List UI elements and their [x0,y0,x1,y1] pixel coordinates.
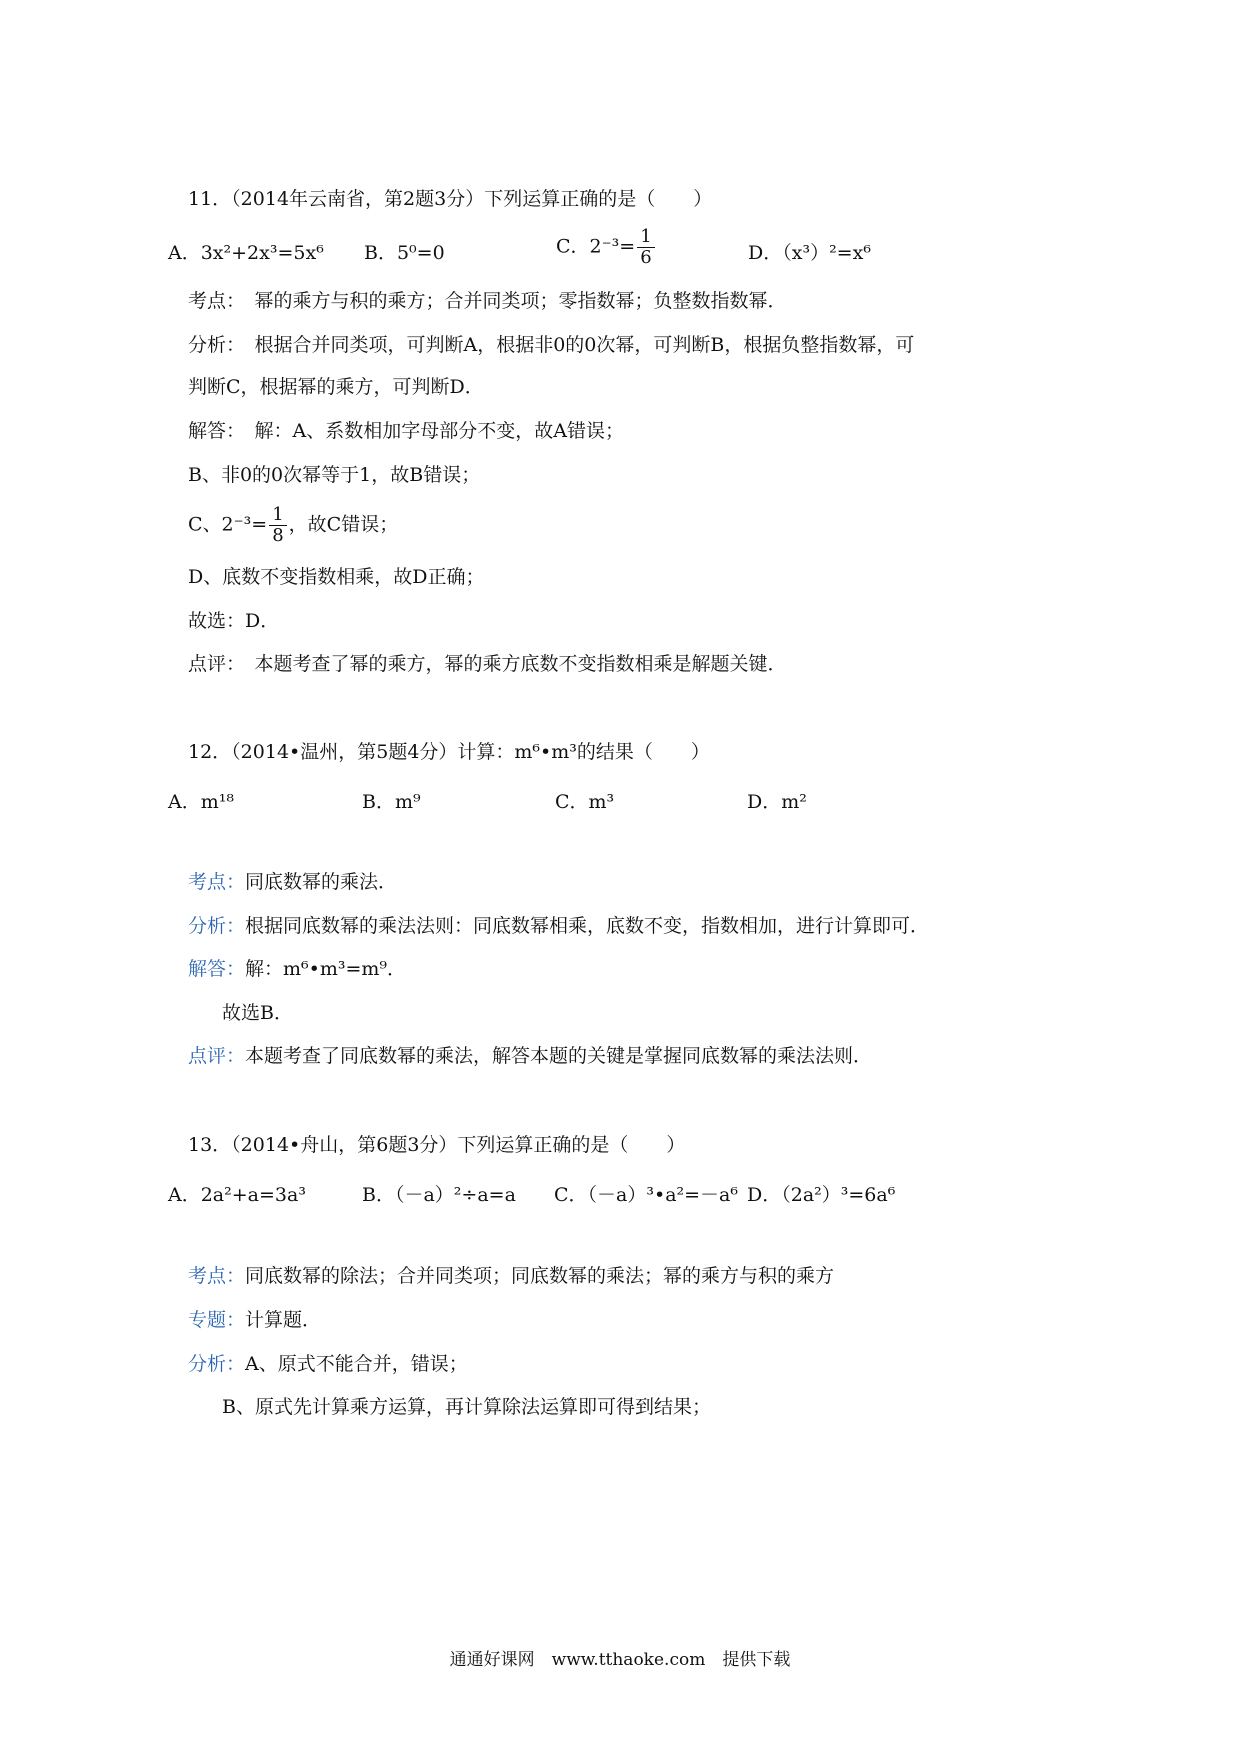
q11-option-c-numerator: 1 [637,228,654,248]
q11-jieda3-fraction [269,506,286,545]
q12-option-b: B．m⁹ [362,791,421,813]
q11-jieda-line2: B、非0的0次幂等于1，故B错误； [188,464,481,486]
q11-jieda3-suffix: ，故C错误； [288,513,399,536]
q11-option-c-prefix: C．2⁻³= [556,235,636,258]
q11-jieda3-denominator: 8 [272,525,284,546]
q12-jieda [188,960,406,979]
q13-fenxi [188,1355,468,1374]
q12-kaodian-label: 考点： [188,871,246,893]
q11-title: 11．（2014年云南省，第2题3分）下列运算正确的是（ ） [188,188,713,210]
q11-jieda-line3 [188,506,398,545]
q13-zhuanti-text: 计算题． [245,1309,322,1331]
q13-fenxi-b: B、原式先计算乘方运算，再计算除法运算即可得到结果； [222,1396,711,1418]
q13-fenxi-label: 分析： [188,1353,246,1375]
q11-jieda-line1: 解答： 解：A、系数相加字母部分不变，故A错误； [188,420,624,442]
page-footer: 通通好课网 www.tthaoke.com 提供下载 [449,1650,791,1670]
q12-option-d: D．m² [747,791,807,813]
q11-option-c-fraction [637,228,654,267]
q13-option-d: D．（2a²）³=6a⁶ [747,1184,896,1206]
q12-fenxi [188,917,929,936]
q12-dianping [188,1047,872,1066]
q13-title: 13．（2014•舟山，第6题3分）下列运算正确的是（ ） [188,1134,686,1156]
q13-zhuanti [188,1311,321,1330]
q11-jieda3-prefix: C、2⁻³= [188,513,268,536]
q11-option-a: A．3x²+2x³=5x⁶ [168,242,324,264]
q12-kaodian [188,873,397,892]
q13-option-a: A．2a²+a=3a³ [168,1184,306,1206]
q11-fenxi-line1: 分析： 根据合并同类项，可判断A，根据非0的0次幂，可判断B，根据负整指数幂，可 [188,334,915,356]
q12-jieda-label: 解答： [188,958,246,980]
q12-dianping-label: 点评： [188,1045,246,1067]
q11-option-c-denominator: 6 [640,247,652,268]
q13-kaodian-text: 同底数幂的除法；合并同类项；同底数幂的乘法；幂的乘方与积的乘方 [245,1265,835,1287]
q12-jieda-text: 解：m⁶•m³=m⁹． [245,958,407,980]
q11-dianping: 点评： 本题考查了幂的乘方，幂的乘方底数不变指数相乘是解题关键． [188,653,787,675]
q11-option-d: D．（x³）²=x⁶ [748,242,871,264]
q12-dianping-text: 本题考查了同底数幂的乘法，解答本题的关键是掌握同底数幂的乘法法则． [245,1045,873,1067]
q12-fenxi-label: 分析： [188,915,246,937]
q11-fenxi-line2: 判断C，根据幂的乘方，可判断D． [188,376,484,398]
q13-kaodian [188,1267,834,1286]
q12-kaodian-text: 同底数幂的乘法． [245,871,398,893]
q13-option-c: C．（－a）³•a²=－a⁶ [554,1184,738,1206]
q12-gu: 故选B． [222,1002,293,1024]
q11-jieda3-numerator: 1 [269,506,286,526]
q13-kaodian-label: 考点： [188,1265,246,1287]
q11-gu: 故选：D． [188,610,280,632]
q13-zhuanti-label: 专题： [188,1309,246,1331]
q11-jieda-line4: D、底数不变指数相乘，故D正确； [188,566,485,588]
q11-option-c [556,228,657,267]
q13-option-b: B．（－a）²÷a=a [362,1184,516,1206]
q11-option-b: B．5⁰=0 [364,242,445,264]
q12-option-c: C．m³ [555,791,615,813]
q12-option-a: A．m¹⁸ [168,791,234,813]
q12-fenxi-text: 根据同底数幂的乘法法则：同底数幂相乘，底数不变，指数相加，进行计算即可． [245,915,930,937]
q12-title: 12．（2014•温州，第5题4分）计算：m⁶•m³的结果（ ） [188,741,710,763]
q11-kaodian: 考点： 幂的乘方与积的乘方；合并同类项；零指数幂；负整数指数幂． [188,290,787,312]
q13-fenxi-text: A、原式不能合并，错误； [245,1353,468,1375]
